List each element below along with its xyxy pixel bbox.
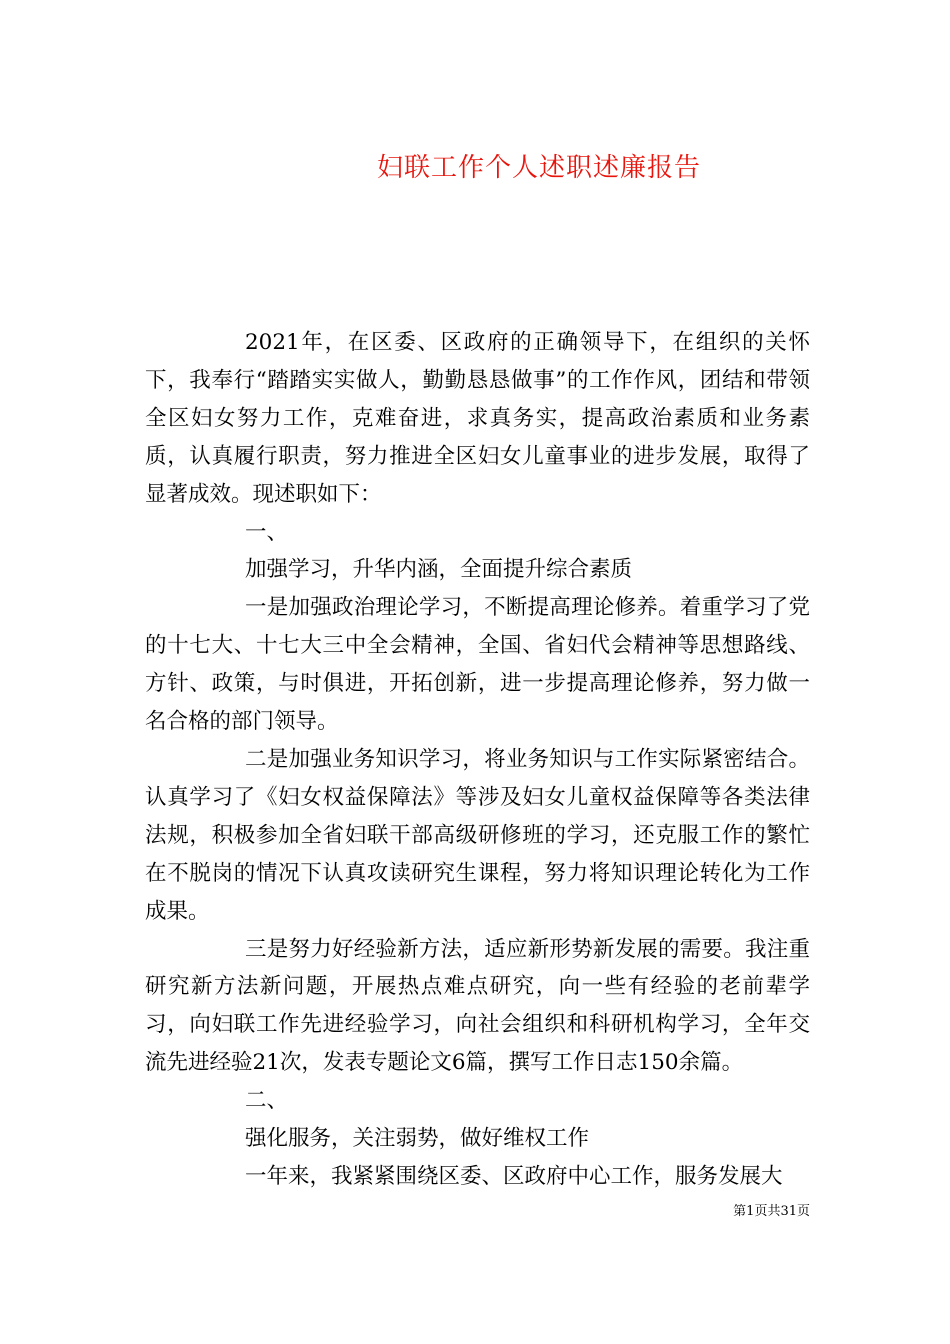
section-1-paragraph-1: 一是加强政治理论学习，不断提高理论修养。着重学习了党的十七大、十七大三中全会精神，全国、省妇代会精神等思想路线、方针、政策，与时俱进，开拓创新，进一步提高理论修养，努力做一名合格的部门领导。 — [145, 595, 810, 735]
section-1-paragraph-2: 二是加强业务知识学习，将业务知识与工作实际紧密结合。认真学习了《妇女权益保障法》等涉及妇女儿童权益保障等各类法律法规，积极参加全省妇联干部高级研修班的学习，还克服工作的繁忙在不脱岗的情况下认真攻读研究生课程，努力将知识理论转化为工作成果。 — [145, 746, 810, 924]
page-number-footer: 第1页共31页 — [733, 1204, 810, 1219]
section-1-heading: 加强学习，升华内涵，全面提升综合素质 — [245, 557, 633, 583]
section-1-number: 一、 — [245, 519, 289, 545]
section-1-paragraph-3: 三是努力好经验新方法，适应新形势新发展的需要。我注重研究新方法新问题，开展热点难点研究，向一些有经验的老前辈学习，向妇联工作先进经验学习，向社会组织和科研机构学习，全年交流先进经验21次，发表专题论文6篇，撰写工作日志150余篇。 — [145, 936, 810, 1076]
document-body — [145, 324, 810, 1196]
intro-paragraph: 2021年，在区委、区政府的正确领导下，在组织的关怀下，我奉行“踏踏实实做人，勤勤恳恳做事”的工作作风，团结和带领全区妇女努力工作，克难奋进，求真务实，提高政治素质和业务素质，认真履行职责，努力推进全区妇女儿童事业的进步发展，取得了显著成效。现述职如下： — [145, 330, 810, 507]
section-2-paragraph-1: 一年来，我紧紧围绕区委、区政府中心工作，服务发展大 — [245, 1163, 783, 1189]
section-2-heading: 强化服务，关注弱势，做好维权工作 — [245, 1126, 590, 1152]
section-2-number: 二、 — [245, 1088, 289, 1114]
document-title: 妇联工作个人述职述廉报告 — [376, 153, 701, 184]
